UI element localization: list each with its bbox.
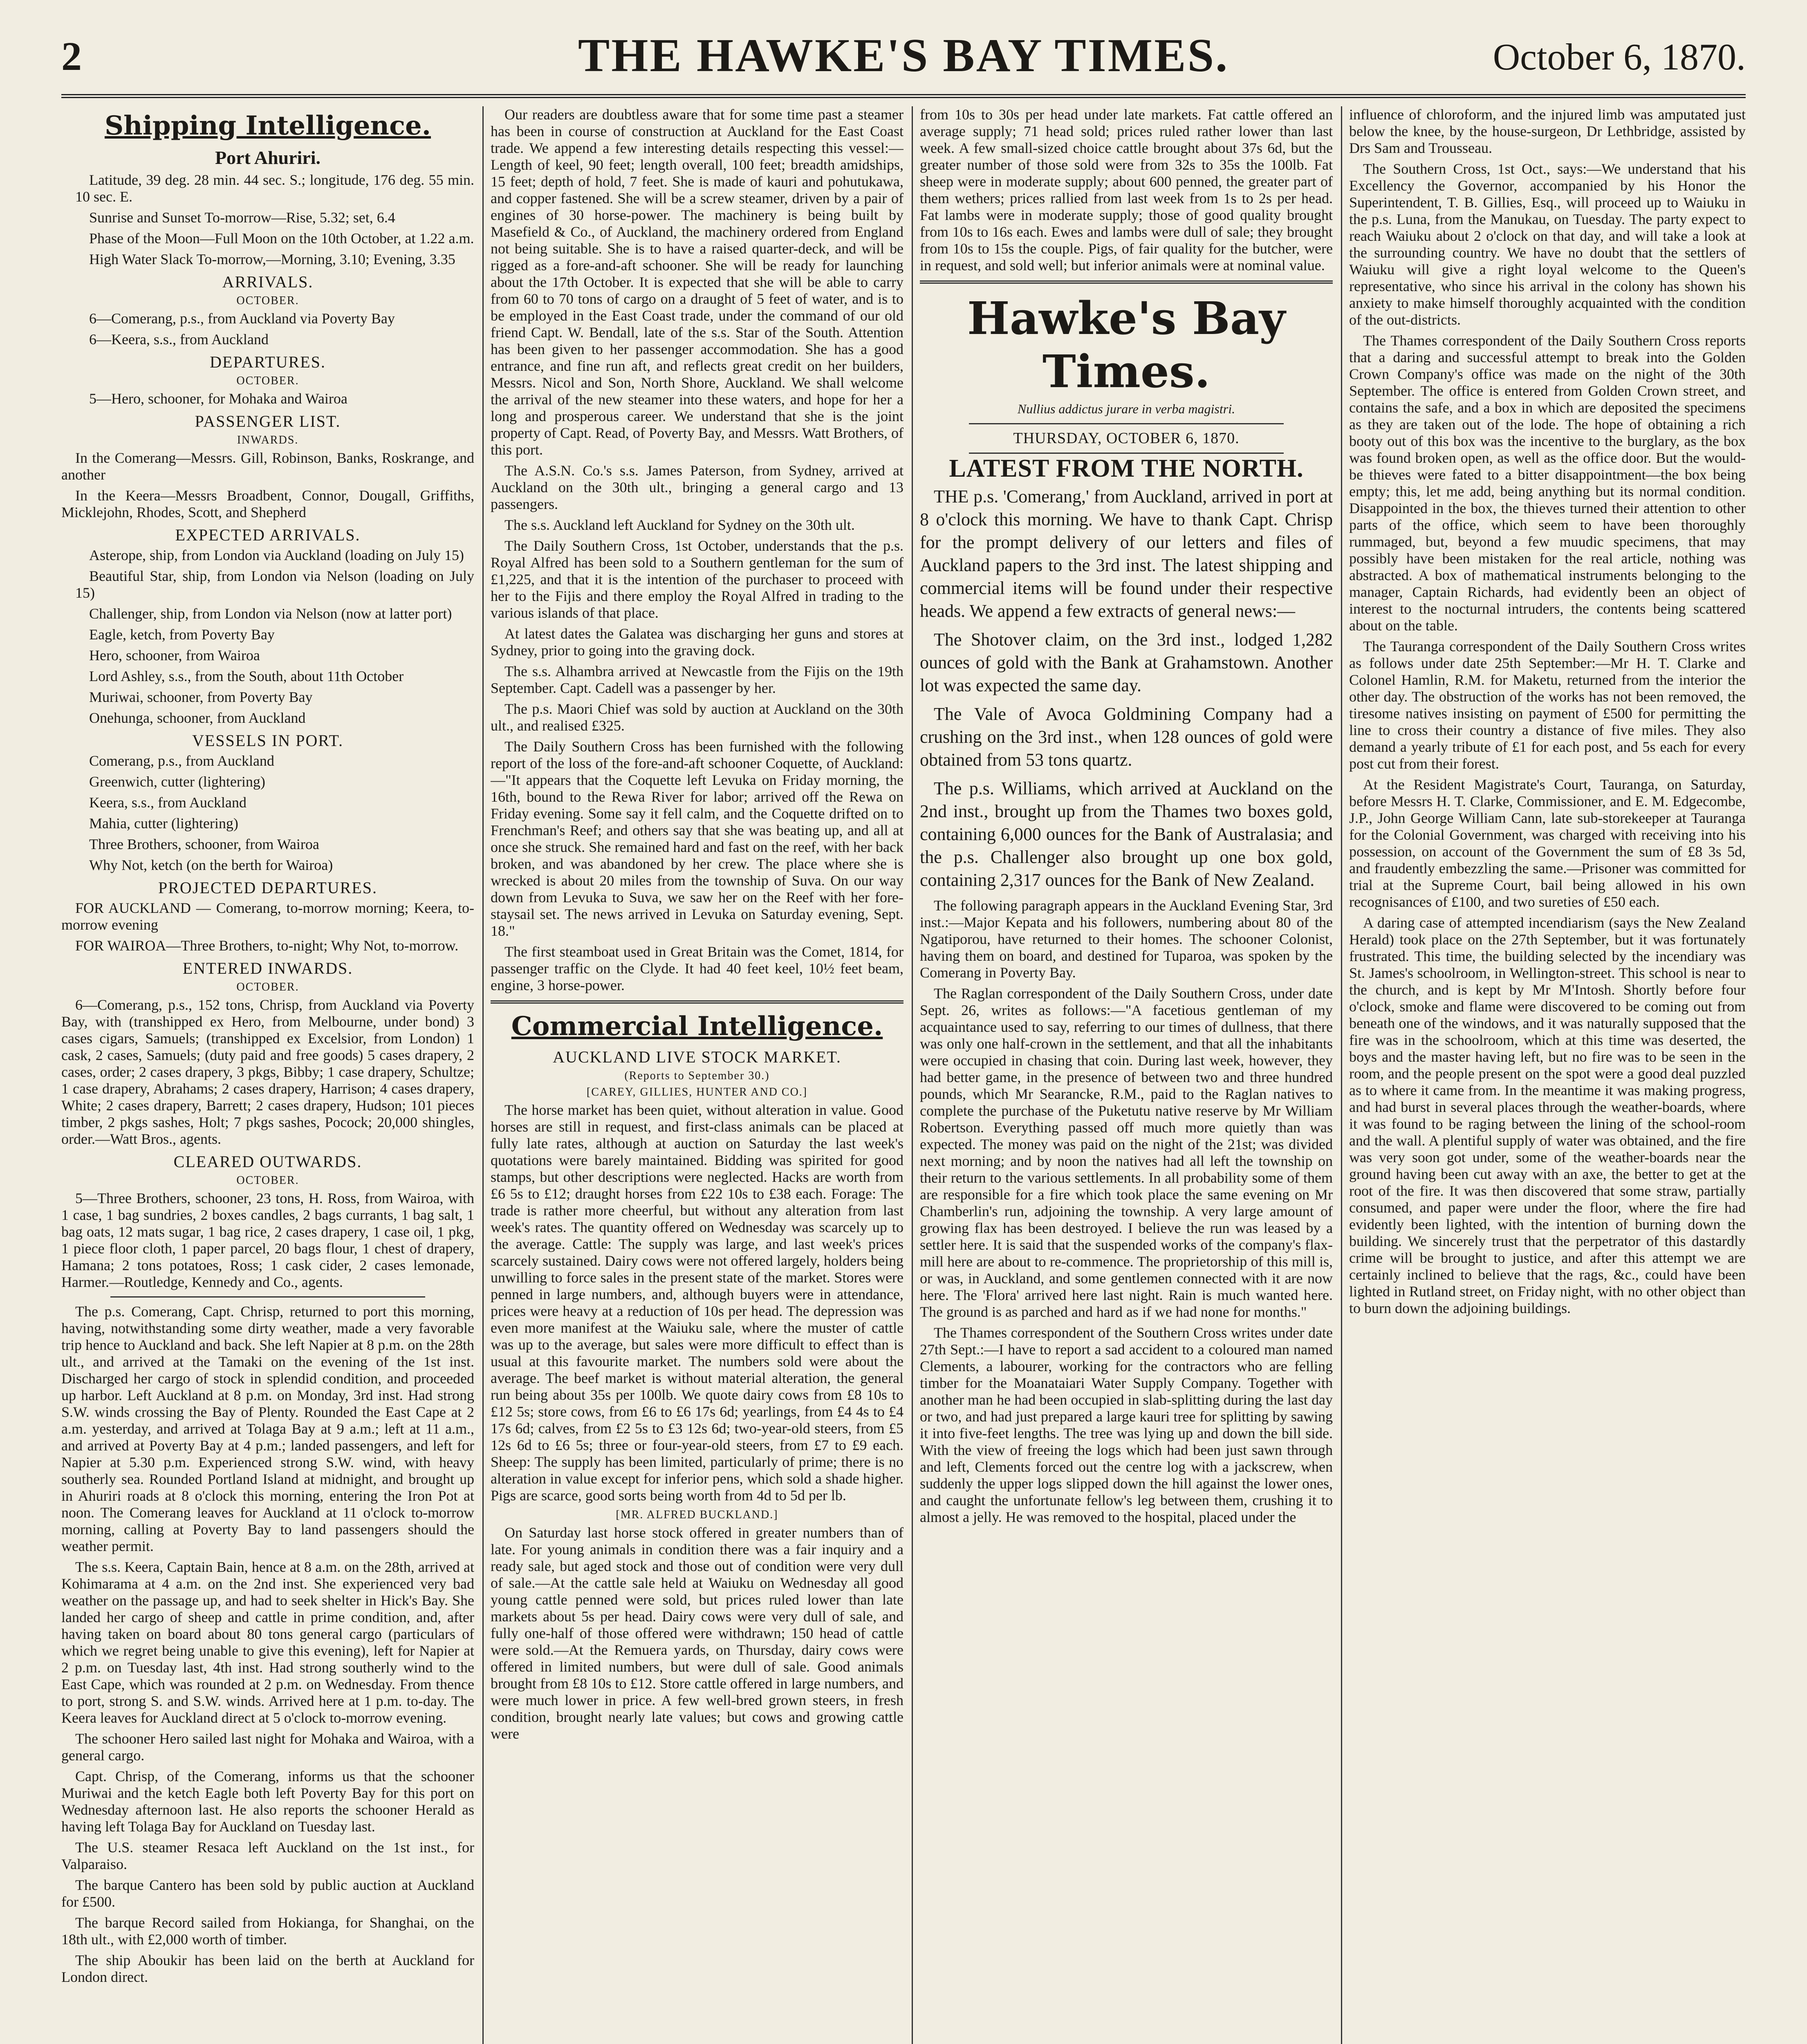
- page-number: 2: [61, 34, 82, 79]
- shipping-paragraph: The p.s. Comerang, Capt. Chrisp, returned to port this morning, having, notwithstanding some dirty weather, made a very favorable trip hence to Auckland and back. She left Napier at 8 p.m. on the 28th ult., and arrived at the Tamaki on the evening of the 1st inst. Discharged her cargo of stock in splendid condition, and proceeded up harbor. Left Auckland at 8 p.m. on Monday, 3rd inst. Had strong S.W. winds crossing the Bay of Plenty. Rounded the East Cape at 2 a.m. yesterday, and arrived at Tolaga Bay at 9 a.m.; left at 11 a.m., and arrived at Poverty Bay at 4 p.m.; landed passengers, and left for Napier at 5.30 p.m. Experienced strong S.W. wind, with heavy southerly sea. Rounded Portland Island at midnight, and brought up in Ahuriri roads at 8 o'clock this morning, entering the Iron Pot at noon. The Comerang leaves for Auckland at 11 o'clock to-morrow morning, calling at Poverty Bay to land passengers should the weather permit.: [61, 1303, 474, 1554]
- news-paragraph: The s.s. Auckland left Auckland for Sydney on the 30th ult.: [504, 517, 855, 533]
- news-paragraph: The following paragraph appears in the Auckland Evening Star, 3rd inst.:—Major Kepata and his followers, numbering about 80 of the Ngatiporou, have returned to their homes. The schooner Colonist, having them on board, and destined for Tuparoa, was spoken by the Comerang in Poverty Bay.: [920, 897, 1333, 981]
- lead-paragraph: THE p.s. 'Comerang,' from Auckland, arrived in port at 8 o'clock this morning. We have to thank Capt. Chrisp for the prompt delivery of our letters and files of Auckland papers to the 3rd inst. The latest shipping and commercial items will be found under their respective heads. We append a few extracts of general news:—: [920, 486, 1333, 621]
- expected-item: Muriwai, schooner, from Poverty Bay: [89, 689, 313, 705]
- vessel-item: Greenwich, cutter (lightering): [89, 773, 265, 790]
- port-heading: Port Ahuriri.: [215, 147, 321, 168]
- market-report-continued: from 10s to 30s per head under late markets. Fat cattle offered an average supply; 71 head sold; prices ruled rather lower than last week. A few small-sized choice cattle brought about 37s 6d, but the greater number of those sold were from 32s to 35s the 100lb. Fat sheep were in moderate supply; about 600 penned, the greater part of them wethers; prices rallied from last week from 1s to 2s per head. Fat lambs were in moderate supply; those of good quality brought from 10s to 16s each. Ewes and lambs were dull of sale; they brought from 10s to 15s the couple. Pigs, of fair quality for the butcher, were in request, and sold well; but inferior animals were at nominal value.: [920, 106, 1333, 273]
- vessel-item: Three Brothers, schooner, from Wairoa: [89, 836, 319, 852]
- column-2: [491, 106, 904, 2044]
- column-rule: [1341, 106, 1342, 2044]
- lead-article: [920, 485, 1333, 892]
- arrival-item: 6—Keera, s.s., from Auckland: [89, 331, 269, 347]
- columns: [61, 106, 1746, 2044]
- lead-paragraph: The Shotover claim, on the 3rd inst., lodged 1,282 ounces of gold with the Bank at Grahamstown. Another lot was expected the same day.: [920, 630, 1333, 695]
- news-paragraph: A daring case of attempted incendiarism (says the New Zealand Herald) took place on the 27th September, but it was fortunately frustrated. This time, the building selected by the incendiary was St. James's schoolroom, in Wellington-street. This school is near to the church, and is kept by Mr M'Intosh. Shortly before four o'clock, smoke and flame were discovered to be coming out from beneath one of the windows, and it was naturally supposed that the fire was in the schoolroom, which at this time was deserted, the boys and the master having left, but no fire was to be seen in the room, and the people present on the spot were a good deal puzzled as to where it came from. In the meantime it was making progress, and had burst in several places through the weather-boards, where it was found to be raging between the lining of the school-room and the wall. A plentiful supply of water was obtained, and the fire was very soon got under, some of the weather-boards near the ground having been cut away with an axe, the better to get at the root of the fire. It was then discovered that some straw, partially consumed, and paper were under the floor, where the fire had evidently been lighted, with the intention of burning down the building. We sincerely trust that the perpetrator of this dastardly crime will be brought to justice, and after this attempt we are certainly inclined to believe that the rags, &c., could have been lighted in Rutland street, on Friday night, with no other object than to burn down the adjoining buildings.: [1349, 914, 1746, 1316]
- expected-heading: EXPECTED ARRIVALS.: [175, 526, 361, 544]
- expected-item: Onehunga, schooner, from Auckland: [89, 710, 306, 726]
- shipping-paragraph: The U.S. steamer Resaca left Auckland on the 1st inst., for Valparaiso.: [61, 1839, 474, 1872]
- editorial-motto: Nullius addictus jurare in verba magistri.: [1017, 401, 1235, 416]
- entered-month: OCTOBER.: [236, 981, 299, 993]
- departures-heading: DEPARTURES.: [210, 353, 326, 371]
- entered-text: 6—Comerang, p.s., 152 tons, Chrisp, from Auckland via Poverty Bay, with (transhipped ex Hero, from Melbourne, under bond) 3 cases cigars, Samuels; (transhipped ex Excelsior, from London) 1 cask, 2 cases, Samuels; (duty paid and free goods) 5 cases drapery, 2 cases, order; 2 cases drapery, 3 pkgs, Bibby; 1 case drapery, Schultze; 1 case drapery, Abrahams; 2 cases drapery, Harrison; 4 cases drapery, White; 2 cases drapery, Barrett; 2 cases drapery, Hudson; 101 pieces timber, 2 pkgs sashes, Holt; 7 pkgs sashes, Pocock; 20,000 shingles, order.—Watt Bros., agents.: [61, 997, 474, 1147]
- cleared-heading: CLEARED OUTWARDS.: [173, 1152, 362, 1171]
- info-line: Phase of the Moon—Full Moon on the 10th October, at 1.22 a.m.: [89, 230, 474, 247]
- column-4: [1349, 106, 1746, 2044]
- editorial-headline: LATEST FROM THE NORTH.: [949, 455, 1304, 482]
- info-line: Sunrise and Sunset To-morrow—Rise, 5.32; set, 6.4: [89, 209, 395, 226]
- news-paragraph: The A.S.N. Co.'s s.s. James Paterson, from Sydney, arrived at Auckland on the 30th ult., bringing a general cargo and 13 passengers.: [491, 462, 904, 512]
- arrivals-heading: ARRIVALS.: [222, 273, 314, 291]
- news-paragraph: The Daily Southern Cross, 1st October, understands that the p.s. Royal Alfred has been sold to a Southern gentleman for the sum of £1,225, and that it is the intention of the purchaser to proceed with her to the Fijis and there employ the Royal Alfred in trading to the various islands of that place.: [491, 538, 904, 621]
- market-subheading: (Reports to September 30.): [624, 1069, 770, 1082]
- news-paragraph: The Tauranga correspondent of the Daily Southern Cross writes as follows under date 25th September:—Mr H. T. Clarke and Colonel Hamlin, R.M. for Maketu, returned from the interior the other day. The obstruction of the works has not been removed, the tiresome natives insisting on payment of £500 for permitting the line to cross their country a distance of five miles. They also demand a yearly tribute of £1 for each post, and 5s each for every post cut from their forest.: [1349, 638, 1746, 772]
- divider: [491, 1000, 904, 1004]
- cleared-month: OCTOBER.: [236, 1174, 299, 1187]
- news-paragraph: The s.s. Alhambra arrived at Newcastle from the Fijis on the 19th September. Capt. Cadell was a passenger by her.: [491, 663, 904, 696]
- shipping-paragraph: The schooner Hero sailed last night for Mohaka and Wairoa, with a general cargo.: [61, 1730, 474, 1764]
- divider: [969, 453, 1284, 454]
- news-paragraph: The Raglan correspondent of the Daily Southern Cross, under date Sept. 26, writes as follows:—"A facetious gentleman of my acquaintance used to say, referring to our times of dullness, that there was only one half-crown in the settlement, and that all the inhabitants were occupied in chasing that coin. During last week, however, they had better game, in the presence of between two and three hundred pounds, which Mr Searancke, R.M., paid to the Raglan natives to complete the purchase of the Puketutu native reserve by Mr William Robertson. Everything passed off much more quietly than was expected. The money was paid on the night of the 21st; was divided next morning; and by noon the natives had all left the township on their return to the various settlements. In all probability some of them are responsible for a fire which took place the same evening on Mr Chamberlin's run, adjoining the township. A very large amount of growing flax has been destroyed. I believe the run was leased by a settler here. It is said that the suspended works of the company's flax-mill here are about to re-commence. The proprietorship of this mill is, or was, in Auckland, and some gentlemen connected with it are now here. The 'Flora' arrived here last night. Rain is much wanted here. The ground is as parched and hard as if we had none for months.": [920, 985, 1333, 1320]
- issue-date: October 6, 1870.: [1493, 36, 1746, 78]
- vessel-item: Mahia, cutter (lightering): [89, 815, 238, 831]
- market-report: The horse market has been quiet, without alteration in value. Good horses are still in request, and first-class animals can be placed at fully late rates, although at auction on Saturday the last week's quotations were barely maintained. Bidding was spirited for good stamps, but other descriptions were neglected. Hacks are worth from £6 5s to £12; draught horses from £22 10s to £38 each. Forage: The trade is rather more cheerful, but without any alteration from last week's rates. The quantity offered on Wednesday was scarcely up to the average. Cattle: The supply was large, and last week's prices scarcely sustained. Dairy cows were not offered largely, holders being unwilling to force sales in the present state of the market. Stores were penned in large numbers, and, although buyers were in attendance, prices were heavy at a reduction of 10s per head. The depression was even more manifest at the Waiuku sale, where the muster of cattle was up to the average, but sales were more difficult to effect than is usual at this favourite market. The numbers sold were about the average. The beef market is without material alteration, the general run being about 35s per 100lb. We quote dairy cows from £8 10s to £12 5s; store cows, from £6 to £6 17s 6d; yearlings, from £4 4s to £4 17s 6d; calves, from £2 5s to £3 12s 6d; two-year-old steers, from £5 12s 6d to £6 5s; three or four-year-old steers, from £7 to £9 each. Sheep: The supply has been limited, particularly of prime; there is no alteration in value except for inferior pens, which sold a shade higher. Pigs are scarce, good sorts being worth from 4d to 5d per lb.: [491, 1102, 904, 1504]
- column-1: [61, 106, 474, 2044]
- paper-title: THE HAWKE'S BAY TIMES.: [578, 29, 1229, 82]
- vessel-item: Why Not, ketch (on the berth for Wairoa): [89, 857, 333, 873]
- news-paragraph: The Southern Cross, 1st Oct., says:—We understand that his Excellency the Governor, accompanied by his Honor the Superintendent, T. B. Gillies, Esq., will proceed up to Waiuku in the p.s. Luna, from the Manukau, on Tuesday. The party expect to reach Waiuku about 2 o'clock on that day, and will take a look at the surrounding country. We have no doubt that the settlers of Waiuku will give a right loyal welcome to the Queen's representative, who since his arrival in the colony has shown his anxiety to make himself thoroughly acquainted with the condition of the out-districts.: [1349, 161, 1746, 328]
- passenger-heading: PASSENGER LIST.: [195, 412, 341, 430]
- divider: [969, 423, 1284, 424]
- masthead: [61, 16, 1746, 98]
- info-line: High Water Slack To-morrow,—Morning, 3.10; Evening, 3.35: [89, 251, 455, 267]
- info-line: Latitude, 39 deg. 28 min. 44 sec. S.; longitude, 176 deg. 55 min. 10 sec. E.: [75, 172, 474, 205]
- news-paragraph: Our readers are doubtless aware that for some time past a steamer has been in course of construction at Auckland for the East Coast trade. We append a few interesting details respecting this vessel:—Length of keel, 90 feet; length overall, 100 feet; breadth amidships, 15 feet; depth of hold, 7 feet. She is made of kauri and pohutukawa, and copper fastened. She will be a screw steamer, driven by a pair of engines of 30 horse-power. The machinery is being built by Masefield & Co., of Auckland, the machinery ordered from England not being suitable. She is to have a raised quarter-deck, and will be rigged as a fore-and-aft schooner. She will be ready for launching about the 17th October. It is expected that she will be able to carry from 60 to 70 tons of cargo on a draught of 5 feet of water, and is to be employed in the East Coast trade, under the command of our old friend Capt. W. Bendall, late of the s.s. Star of the South. Attention has been given to her passenger accommodation. She has a good entrance, and fine run aft, and reflects great credit on her builders, Messrs. Nicol and Son, North Shore, Auckland. We shall welcome the arrival of the new steamer into these waters, and hope for her a long and prosperous career. We understand that she is the joint property of Capt. Read, of Poverty Bay, and Messrs. Watt Brothers, of this port.: [491, 106, 904, 458]
- shipping-paragraph: The barque Record sailed from Hokianga, for Shanghai, on the 18th ult., with £2,000 worth of timber.: [61, 1914, 474, 1948]
- newspaper-page: [61, 16, 1746, 2044]
- expected-item: Hero, schooner, from Wairoa: [89, 647, 260, 663]
- news-paragraph: The first steamboat used in Great Britain was the Comet, 1814, for passenger traffic on the Clyde. It had 40 feet keel, 10½ feet beam, engine, 3 horse-power.: [491, 944, 904, 993]
- column-rule: [482, 106, 484, 2044]
- cleared-text: 5—Three Brothers, schooner, 23 tons, H. Ross, from Wairoa, with 1 case, 1 bag sundries, 2 boxes candles, 2 bags currants, 1 bag salt, 1 bag oats, 12 mats sugar, 1 bag rice, 2 cases drapery, 1 case oil, 1 pkg, 1 piece floor cloth, 1 paper parcel, 20 bags flour, 1 chest of drapery, Hamana; 2 tons potatoes, Ross; 1 cask cider, 2 cases lemonade, Harmer.—Routledge, Kennedy and Co., agents.: [61, 1190, 474, 1290]
- editorial-dateline: THURSDAY, OCTOBER 6, 1870.: [1013, 430, 1240, 447]
- news-paragraph: The Daily Southern Cross has been furnished with the following report of the loss of the fore-and-aft schooner Coquette, of Auckland:—"It appears that the Coquette left Levuka on Friday morning, the 16th, bound to the Rewa River for labor; arrived off the Rewa on Friday evening. Some say it fell calm, and the Coquette drifted on to Frenchman's Reef; and others say that she was beating up, and all at once she struck. She remained hard and fast on the reef, with her back broken, and was abandoned by her crew. The place where she is wrecked is about 20 miles from the township of Suva. On our way down from Levuka to Suva, we saw her on the Reef with her fore-staysail set. The news arrived in Levuka on Saturday evening, Sept. 18.": [491, 738, 904, 939]
- shipping-paragraph: Capt. Chrisp, of the Comerang, informs us that the schooner Muriwai and the ketch Eagle both left Poverty Bay for this port on Wednesday afternoon last. He also reports the schooner Herald as having left Tolaga Bay for Auckland on Tuesday last.: [61, 1768, 474, 1835]
- expected-item: Lord Ashley, s.s., from the South, about 11th October: [89, 668, 404, 684]
- shipping-paragraph: The s.s. Keera, Captain Bain, hence at 8 a.m. on the 28th, arrived at Kohimarama at 4 a.m. on the 2nd inst. She experienced very bad weather on the passage up, and had to seek shelter in Hick's Bay. She landed her cargo of sheep and cattle in prime condition, and, after having taken on board about 80 tons general cargo (particulars of which we regret being unable to give this evening), left for Napier at 2 p.m. on Tuesday last, 4th inst. Had strong southerly wind to the East Cape, which was rounded at 2 p.m. on Wednesday. From thence to port, strong S. and S.W. winds. Arrived here at 1 p.m. to-day. The Keera leaves for Auckland direct at 5 o'clock to-morrow evening.: [61, 1559, 474, 1726]
- departures-month: OCTOBER.: [236, 374, 299, 387]
- column-rule: [912, 106, 913, 2044]
- section-heading-shipping: Shipping Intelligence.: [104, 110, 431, 141]
- passenger-item: In the Keera—Messrs Broadbent, Connor, Dougall, Griffiths, Micklejohn, Rhodes, Scott, and Shepherd: [61, 487, 474, 520]
- news-paragraph: At the Resident Magistrate's Court, Tauranga, on Saturday, before Messrs H. T. Clarke, Commissioner, and E. M. Edgecombe, J.P., John George William Cann, late sub-storekeeper at Tauranga for the Colonial Government, was charged with receiving into his possession, on account of the Government the sum of £8 3s 5d, and fraudently embezzling the same.—Prisoner was committed for trial at the Supreme Court, bail being allowed in his own recognisances of £100, and two sureties of £50 each.: [1349, 776, 1746, 910]
- expected-item: Challenger, ship, from London via Nelson (now at latter port): [89, 605, 452, 622]
- arrivals-month: OCTOBER.: [236, 294, 299, 307]
- arrival-item: 6—Comerang, p.s., from Auckland via Poverty Bay: [89, 310, 395, 327]
- section-heading-commercial: Commercial Intelligence.: [511, 1011, 883, 1042]
- passenger-item: In the Comerang—Messrs. Gill, Robinson, Banks, Roskrange, and another: [61, 450, 474, 483]
- passenger-subheading: INWARDS.: [237, 434, 299, 446]
- lead-paragraph: The Vale of Avoca Goldmining Company had a crushing on the 3rd inst., when 128 ounces of gold were obtained from 53 tons quartz.: [920, 704, 1333, 770]
- market-report: On Saturday last horse stock offered in greater numbers than of late. For young animals in condition there was a fair inquiry and a ready sale, but aged stock and those out of condition were very dull of sale.—At the cattle sale held at Waiuku on Wednesday all good young cattle penned were sold, but prices ruled lower than late markets about 5s per head. Dairy cows were very dull of sale, and fully one-half of those offered were withdrawn; 150 head of cattle were sold.—At the Remuera yards, on Thursday, dairy cows were offered in limited numbers, but were dull of sale. Good animals brought from £8 10s to £12. Store cattle offered in large numbers, and were much lower in price. A few well-bred grown steers, in fresh condition, brought nearly late values; but cows and growing cattle were: [491, 1524, 904, 1742]
- departure-item: 5—Hero, schooner, for Mohaka and Wairoa: [89, 390, 348, 407]
- lead-paragraph: The p.s. Williams, which arrived at Auckland on the 2nd inst., brought up from the Thames two boxes gold, containing 6,000 ounces for the Bank of Australasia; and the p.s. Challenger also brought up one box gold, containing 2,317 ounces for the Bank of New Zealand.: [920, 778, 1333, 890]
- news-paragraph: The p.s. Maori Chief was sold by auction at Auckland on the 30th ult., and realised £325.: [491, 701, 904, 734]
- projected-heading: PROJECTED DEPARTURES.: [158, 879, 377, 897]
- shipping-paragraph: The ship Aboukir has been laid on the berth at Auckland for London direct.: [61, 1952, 474, 1985]
- projected-item: FOR AUCKLAND — Comerang, to-morrow morning; Keera, to-morrow evening: [61, 900, 474, 933]
- market-author: [CAREY, GILLIES, HUNTER AND CO.]: [586, 1086, 808, 1098]
- shipping-paragraph: The barque Cantero has been sold by public auction at Auckland for £500.: [61, 1877, 474, 1910]
- projected-item: FOR WAIROA—Three Brothers, to-night; Why Not, to-morrow.: [75, 937, 459, 954]
- divider: [920, 280, 1333, 284]
- market-heading: AUCKLAND LIVE STOCK MARKET.: [553, 1048, 841, 1066]
- expected-item: Asterope, ship, from London via Auckland (loading on July 15): [89, 547, 464, 563]
- vessels-heading: VESSELS IN PORT.: [192, 731, 343, 750]
- expected-item: Beautiful Star, ship, from London via Nelson (loading on July 15): [75, 568, 474, 601]
- entered-heading: ENTERED INWARDS.: [182, 959, 353, 977]
- divider: [110, 1296, 425, 1298]
- vessel-item: Comerang, p.s., from Auckland: [89, 753, 274, 769]
- news-paragraph: The Thames correspondent of the Southern Cross writes under date 27th Sept.:—I have to report a sad accident to a coloured man named Clements, a labourer, working for the contractors who are felling timber for the Moanataiari Water Supply Company. Together with another man he had been occupied in slab-splitting during the last day or two, and had just prepared a large kauri tree for splitting by sawing it into five-feet lengths. The tree was lying up and down the bill side. With the view of freeing the logs which had been just sawn through and left, Clements forced out the centre log with a jackscrew, when suddenly the upper logs slipped down the hill against the lower ones, and caught the unfortunate fellow's leg between them, crushing it to almost a jelly. He was removed to the hospital, placed under the: [920, 1325, 1333, 1525]
- editorial-nameplate: Hawke's Bay Times.: [967, 292, 1286, 398]
- news-paragraph: influence of chloroform, and the injured limb was amputated just below the knee, by the house-surgeon, Dr Lethbridge, assisted by Drs Sam and Trousseau.: [1349, 106, 1746, 156]
- news-paragraph: The Thames correspondent of the Daily Southern Cross reports that a daring and successful attempt to break into the Golden Crown Company's office was made on the night of the 30th September. The office is entered from Golden Crown street, and contains the safe, and a box in which are deposited the specimens as they are taken out of the lode. The hope of obtaining a rich booty out of this box was the incentive to the burglary, as the box was found broken open, as well as the office door. But the would-be thieves were fated to a bitter disappointment—the box being empty; this, let me add, being anything but its normal condition. Disappointed in the box, the thieves turned their attention to other parts of the office, which seem to have been thoroughly rummaged, but, beyond a few muudic specimens, that may possibly have been mistaken for the real article, nothing was abstracted. A box of mathematical instruments belonging to the manager, Captain Richards, had evidently been an object of interest to the nocturnal intruders, the contents being scattered about on the table.: [1349, 332, 1746, 634]
- vessel-item: Keera, s.s., from Auckland: [89, 794, 247, 811]
- news-paragraph: At latest dates the Galatea was discharging her guns and stores at Sydney, prior to going into the graving dock.: [491, 625, 904, 659]
- expected-item: Eagle, ketch, from Poverty Bay: [89, 626, 275, 643]
- market-author: [MR. ALFRED BUCKLAND.]: [616, 1508, 778, 1521]
- column-3: [920, 106, 1333, 2044]
